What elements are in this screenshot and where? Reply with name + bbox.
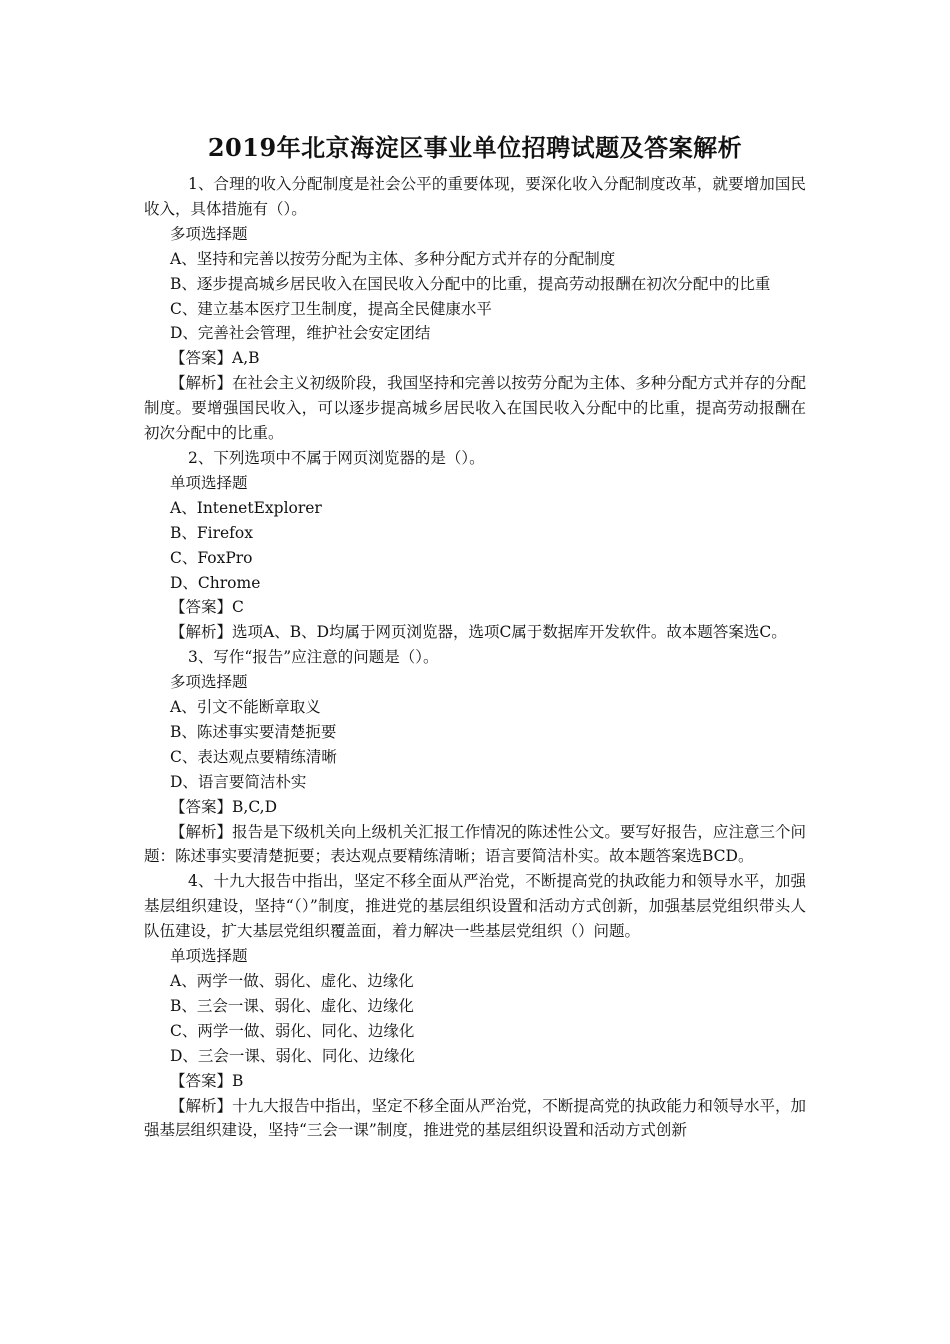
option-b: B、Firefox (170, 523, 253, 542)
question-stem: 4、十九大报告中指出，坚定不移全面从严治党，不断提高党的执政能力和领导水平，加强基层组织建设，坚持“（）”制度，推进党的基层组织设置和活动方式创新，加强基层党组织带头人队伍建设，扩大基层党组织覆盖面，着力解决一些基层党组织（）问题。 (144, 872, 806, 941)
answer-line (144, 595, 806, 620)
question-type: 多项选择题 (170, 673, 248, 692)
analysis-paragraph (144, 820, 806, 870)
analysis-paragraph (144, 1094, 806, 1144)
option-c: C、表达观点要精练清晰 (170, 747, 337, 766)
question-stem: 2、下列选项中不属于网页浏览器的是（）。 (188, 448, 485, 467)
option-a: A、引文不能断章取义 (170, 698, 321, 717)
option-c: C、建立基本医疗卫生制度，提高全民健康水平 (170, 299, 492, 318)
analysis-paragraph (144, 371, 806, 446)
analysis-text: 报告是下级机关向上级机关汇报工作情况的陈述性公文。要写好报告，应注意三个问题：陈述事实要清楚扼要；表达观点要精练清晰；语言要简洁朴实。故本题答案选BCD。 (144, 822, 806, 866)
answer-label: 【答案】 (170, 349, 233, 368)
option-d: D、完善社会管理，维护社会安定团结 (170, 324, 431, 343)
question-block (144, 645, 806, 869)
question-stem: 3、写作“报告”应注意的问题是（）。 (188, 648, 439, 667)
question-type: 多项选择题 (170, 224, 248, 243)
answer-label: 【答案】 (170, 797, 233, 816)
option-b: B、逐步提高城乡居民收入在国民收入分配中的比重，提高劳动报酬在初次分配中的比重 (170, 274, 771, 293)
analysis-label: 【解析】 (170, 822, 233, 841)
answer-line (144, 346, 806, 371)
answer-value: B,C,D (232, 797, 277, 816)
analysis-text: 选项A、B、D均属于网页浏览器，选项C属于数据库开发软件。故本题答案选C。 (232, 623, 787, 642)
answer-value: B (232, 1071, 244, 1090)
analysis-text: 在社会主义初级阶段，我国坚持和完善以按劳分配为主体、多种分配方式并存的分配制度。要增强国民收入，可以逐步提高城乡居民收入在国民收入分配中的比重，提高劳动报酬在初次分配中的比重。 (144, 374, 806, 443)
option-c: C、两学一做、弱化、同化、边缘化 (170, 1021, 415, 1040)
question-block (144, 446, 806, 645)
analysis-label: 【解析】 (170, 1096, 233, 1115)
answer-value: C (232, 598, 244, 617)
option-b: B、三会一课、弱化、虚化、边缘化 (170, 996, 414, 1015)
analysis-label: 【解析】 (170, 374, 233, 393)
question-block (144, 869, 806, 1143)
answer-line (144, 1069, 806, 1094)
option-b: B、陈述事实要清楚扼要 (170, 722, 337, 741)
document-title: 2019年北京海淀区事业单位招聘试题及答案解析 (207, 133, 743, 162)
option-d: D、语言要简洁朴实 (170, 772, 307, 791)
option-c: C、FoxPro (170, 548, 253, 567)
option-a: A、坚持和完善以按劳分配为主体、多种分配方式并存的分配制度 (170, 249, 616, 268)
answer-line (144, 795, 806, 820)
analysis-text: 十九大报告中指出，坚定不移全面从严治党，不断提高党的执政能力和领导水平，加强基层组织建设，坚持“三会一课”制度，推进党的基层组织设置和活动方式创新 (144, 1096, 806, 1140)
answer-label: 【答案】 (170, 1071, 233, 1090)
answer-label: 【答案】 (170, 598, 233, 617)
option-a: A、IntenetExplorer (170, 498, 322, 517)
answer-value: A,B (232, 349, 260, 368)
question-stem: 1、合理的收入分配制度是社会公平的重要体现，要深化收入分配制度改革，就要增加国民收入，具体措施有（）。 (144, 175, 806, 218)
option-d: D、Chrome (170, 573, 261, 592)
analysis-paragraph (144, 620, 806, 645)
option-d: D、三会一课、弱化、同化、边缘化 (170, 1046, 415, 1065)
question-type: 单项选择题 (170, 473, 248, 492)
question-block (144, 172, 806, 446)
analysis-label: 【解析】 (170, 623, 233, 642)
option-a: A、两学一做、弱化、虚化、边缘化 (170, 972, 414, 990)
question-type: 单项选择题 (170, 947, 248, 966)
